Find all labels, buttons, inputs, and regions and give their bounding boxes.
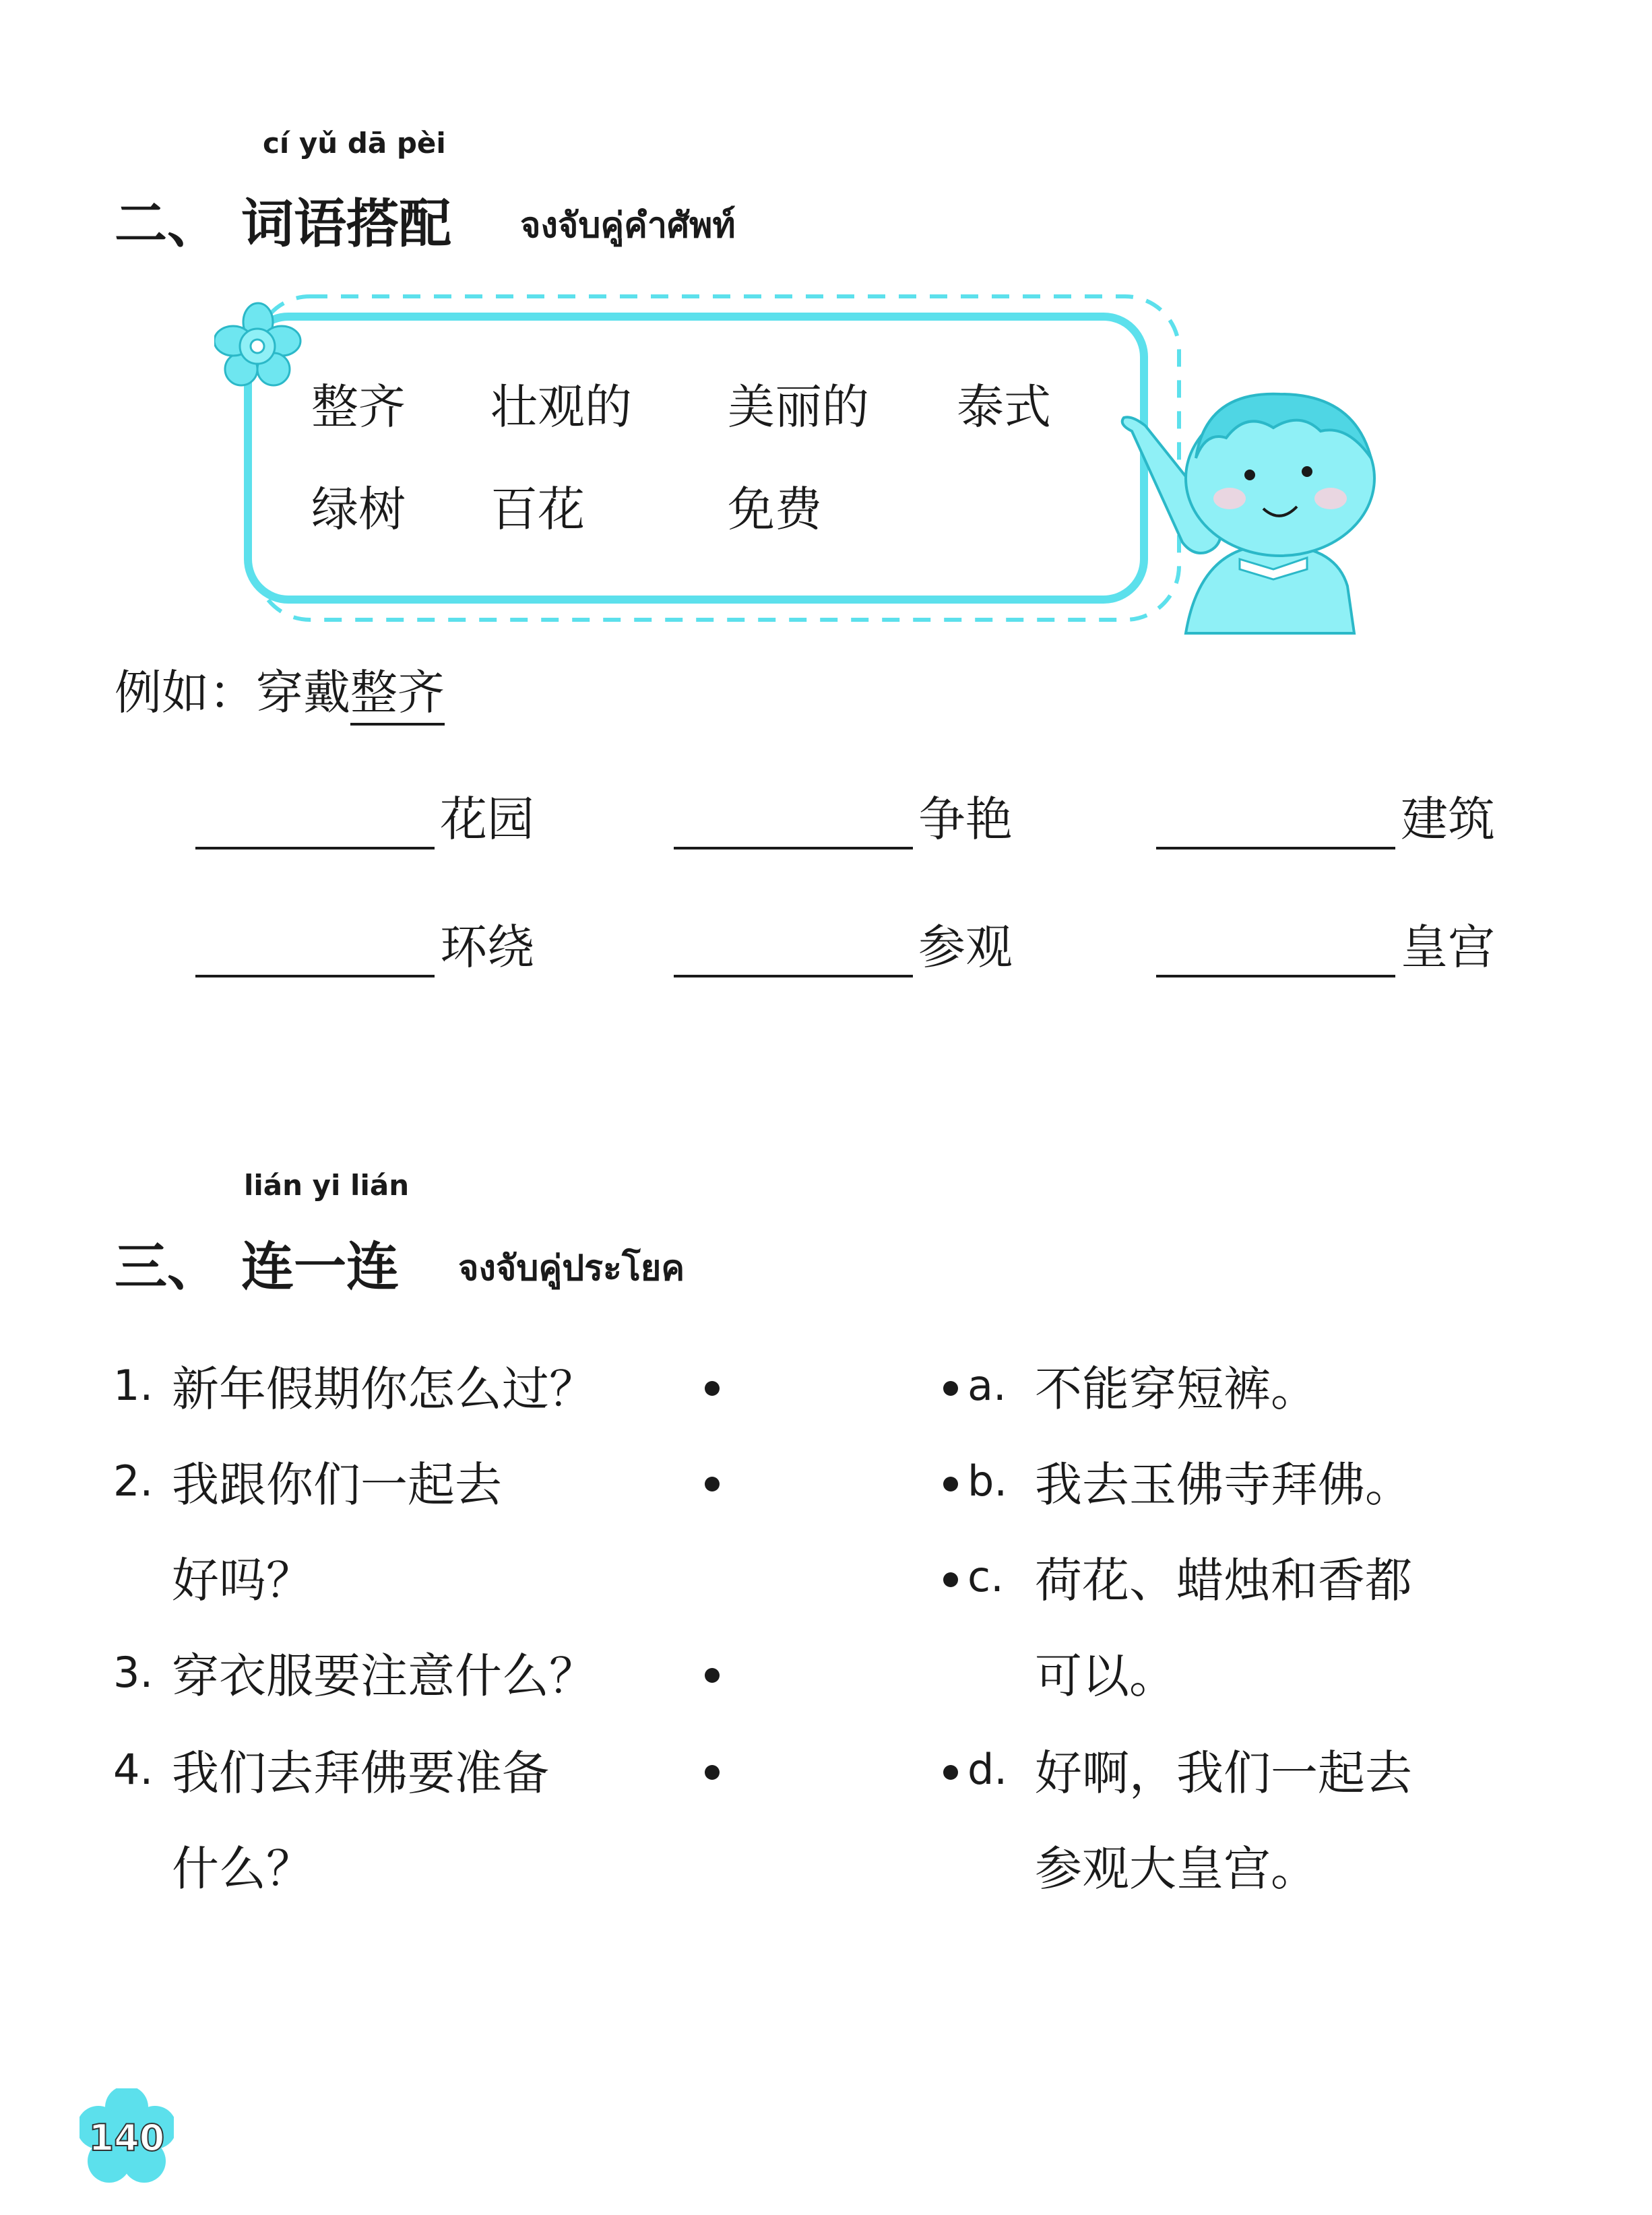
example-phrase: 穿戴 [256, 665, 350, 720]
answer-match-dot[interactable] [943, 1477, 958, 1491]
answer-text: 荷花、蜡烛和香都 [1035, 1553, 1412, 1608]
section2-number: 二、 [115, 194, 220, 255]
question-text: 我跟你们一起去 [172, 1457, 502, 1512]
question-text: 新年假期你怎么过？ [172, 1361, 596, 1417]
word-bank-item: 绿树 [311, 482, 406, 537]
answer-blank[interactable] [195, 798, 435, 849]
fill-blank-item [195, 909, 534, 977]
answer-match-dot[interactable] [943, 1381, 958, 1396]
answer-text: 不能穿短裤。 [1035, 1361, 1318, 1417]
word-bank-frame [216, 283, 1199, 633]
page-number-badge [80, 2088, 174, 2183]
section3-number: 三、 [115, 1237, 220, 1297]
section2-title: 词语搭配 [241, 194, 452, 255]
question-number: 4. [113, 1745, 154, 1794]
question-match-dot[interactable] [705, 1668, 720, 1683]
fill-blank-item [1156, 909, 1495, 977]
fill-blank-item [195, 781, 534, 849]
answer-text-continued: 可以。 [1035, 1648, 1176, 1704]
blank-target-word: 争艳 [918, 792, 1013, 847]
answer-blank[interactable] [1156, 926, 1395, 977]
answer-letter: d. [967, 1745, 1008, 1794]
question-text: 穿衣服要注意什么？ [172, 1648, 596, 1704]
fill-blank-item [674, 781, 1013, 849]
blank-target-word: 皇宫 [1401, 920, 1495, 975]
example-answer: 整齐 [350, 665, 445, 726]
word-bank-item: 整齐 [311, 379, 406, 435]
answer-letter: b. [967, 1456, 1008, 1506]
answer-letter: c. [967, 1552, 1004, 1601]
section2-pinyin: cí yǔ dā pèi [263, 127, 446, 160]
word-bank-item: 泰式 [957, 379, 1051, 435]
question-number: 1. [113, 1361, 154, 1410]
question-number: 2. [113, 1456, 154, 1506]
section2-thai-instruction: จงจับคู่คำศัพท์ [520, 205, 736, 246]
section3-title: 连一连 [241, 1237, 400, 1297]
section3-pinyin: lián yi lián [244, 1169, 410, 1202]
word-bank-item: 壮观的 [490, 379, 632, 435]
blank-target-word: 环绕 [440, 920, 534, 975]
answer-letter: a. [967, 1361, 1007, 1410]
example-line [115, 655, 445, 723]
answer-text-continued: 参观大皇宫。 [1035, 1841, 1318, 1896]
question-text-continued: 什么？ [172, 1841, 313, 1896]
answer-blank[interactable] [1156, 798, 1395, 849]
word-bank-item: 免费 [728, 482, 822, 537]
answer-text: 好啊，我们一起去 [1035, 1745, 1412, 1801]
blank-target-word: 花园 [440, 792, 534, 847]
fill-blank-item [674, 909, 1013, 977]
word-bank-item: 美丽的 [728, 379, 869, 435]
answer-blank[interactable] [674, 798, 913, 849]
question-match-dot[interactable] [705, 1477, 720, 1491]
question-text: 我们去拜佛要准备 [172, 1745, 549, 1801]
blank-target-word: 参观 [918, 920, 1013, 975]
answer-text: 我去玉佛寺拜佛。 [1035, 1457, 1412, 1512]
page-number: 140 [88, 2117, 165, 2159]
answer-match-dot[interactable] [943, 1765, 958, 1780]
blank-target-word: 建筑 [1401, 792, 1495, 847]
cartoon-boy-illustration [1105, 364, 1415, 647]
question-text-continued: 好吗？ [172, 1553, 313, 1608]
word-bank-item: 百花 [490, 482, 585, 537]
answer-match-dot[interactable] [943, 1572, 958, 1587]
example-label: 例如： [115, 665, 256, 720]
question-number: 3. [113, 1648, 154, 1697]
question-match-dot[interactable] [705, 1381, 720, 1396]
answer-blank[interactable] [674, 926, 913, 977]
section3-thai-instruction: จงจับคู่ประโยค [458, 1248, 685, 1289]
fill-blank-item [1156, 781, 1495, 849]
flower-icon [214, 302, 302, 389]
answer-blank[interactable] [195, 926, 435, 977]
question-match-dot[interactable] [705, 1765, 720, 1780]
